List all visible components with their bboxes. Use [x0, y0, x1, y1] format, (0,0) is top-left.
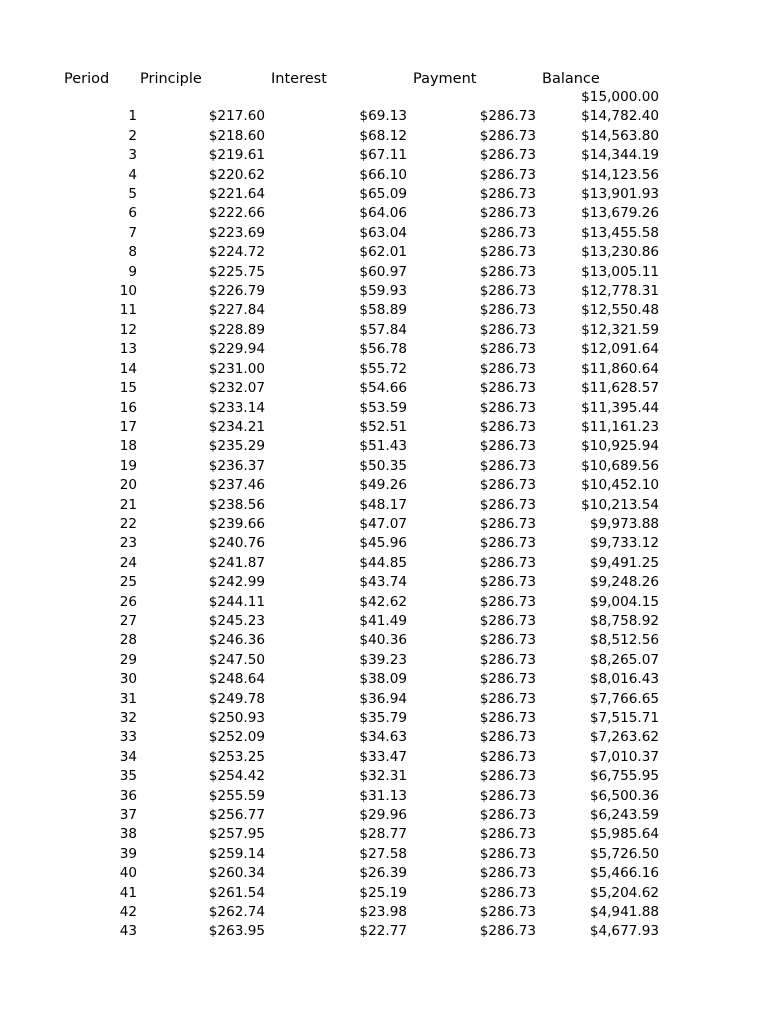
table-row — [0, 534, 768, 553]
cell-balance: $10,925.94 — [581, 438, 659, 455]
cell-principle: $222.66 — [208, 205, 265, 222]
cell-balance: $11,860.64 — [581, 360, 659, 377]
cell-payment: $286.73 — [479, 399, 536, 416]
cell-principle: $225.75 — [208, 263, 265, 280]
cell-payment: $286.73 — [479, 535, 536, 552]
cell-interest: $66.10 — [359, 166, 407, 183]
table-row — [0, 457, 768, 476]
table-row — [0, 787, 768, 806]
cell-balance: $14,123.56 — [581, 166, 659, 183]
cell-interest: $41.49 — [359, 612, 407, 629]
cell-payment: $286.73 — [479, 127, 536, 144]
cell-balance: $13,455.58 — [581, 224, 659, 241]
table-row — [0, 185, 768, 204]
cell-balance: $10,213.54 — [581, 496, 659, 513]
table-row — [0, 554, 768, 573]
cell-interest: $34.63 — [359, 729, 407, 746]
cell-payment: $286.73 — [479, 205, 536, 222]
cell-balance: $11,395.44 — [581, 399, 659, 416]
cell-period: 17 — [119, 418, 137, 435]
header-interest: Interest — [271, 71, 327, 87]
table-row — [0, 243, 768, 262]
cell-period: 3 — [128, 147, 137, 164]
cell-balance: $10,689.56 — [581, 457, 659, 474]
table-row — [0, 825, 768, 844]
cell-period: 39 — [119, 845, 137, 862]
cell-period: 11 — [119, 302, 137, 319]
table-row — [0, 282, 768, 301]
cell-period: 21 — [119, 496, 137, 513]
cell-balance: $6,755.95 — [589, 768, 659, 785]
cell-balance: $14,344.19 — [581, 147, 659, 164]
cell-period: 2 — [128, 127, 137, 144]
cell-payment: $286.73 — [479, 632, 536, 649]
cell-payment: $286.73 — [479, 496, 536, 513]
cell-principle: $259.14 — [208, 845, 265, 862]
cell-payment: $286.73 — [479, 283, 536, 300]
opening-balance: $15,000.00 — [581, 89, 659, 105]
cell-period: 7 — [128, 224, 137, 241]
cell-payment: $286.73 — [479, 360, 536, 377]
cell-balance: $9,733.12 — [589, 535, 659, 552]
cell-interest: $42.62 — [359, 593, 407, 610]
cell-period: 8 — [128, 244, 137, 261]
cell-payment: $286.73 — [479, 244, 536, 261]
cell-interest: $62.01 — [359, 244, 407, 261]
cell-principle: $239.66 — [208, 515, 265, 532]
cell-balance: $13,230.86 — [581, 244, 659, 261]
cell-payment: $286.73 — [479, 807, 536, 824]
cell-principle: $217.60 — [208, 108, 265, 125]
cell-balance: $10,452.10 — [581, 477, 659, 494]
cell-balance: $5,985.64 — [589, 826, 659, 843]
cell-interest: $57.84 — [359, 321, 407, 338]
cell-payment: $286.73 — [479, 224, 536, 241]
cell-payment: $286.73 — [479, 923, 536, 940]
cell-interest: $27.58 — [359, 845, 407, 862]
cell-interest: $43.74 — [359, 574, 407, 591]
cell-period: 10 — [119, 283, 137, 300]
cell-interest: $60.97 — [359, 263, 407, 280]
table-row — [0, 690, 768, 709]
cell-period: 32 — [119, 710, 137, 726]
table-row — [0, 728, 768, 747]
cell-interest: $31.13 — [359, 787, 407, 804]
table-row — [0, 476, 768, 495]
cell-payment: $286.73 — [479, 166, 536, 183]
cell-balance: $13,005.11 — [581, 263, 659, 280]
cell-balance: $9,973.88 — [589, 515, 659, 532]
table-row — [0, 166, 768, 185]
header-payment: Payment — [413, 71, 477, 87]
header-principle: Principle — [140, 71, 202, 87]
cell-payment: $286.73 — [479, 186, 536, 203]
cell-payment: $286.73 — [479, 263, 536, 280]
cell-balance: $4,677.93 — [589, 923, 659, 940]
cell-balance: $6,500.36 — [589, 787, 659, 804]
cell-period: 38 — [119, 826, 137, 843]
cell-period: 33 — [119, 729, 137, 746]
cell-principle: $231.00 — [208, 360, 265, 377]
cell-period: 41 — [119, 884, 137, 901]
cell-balance: $7,515.71 — [589, 710, 659, 726]
cell-payment: $286.73 — [479, 729, 536, 746]
cell-principle: $263.95 — [208, 923, 265, 940]
cell-interest: $64.06 — [359, 205, 407, 222]
cell-balance: $11,161.23 — [581, 418, 659, 435]
cell-interest: $59.93 — [359, 283, 407, 300]
cell-principle: $252.09 — [208, 729, 265, 746]
cell-payment: $286.73 — [479, 904, 536, 921]
cell-interest: $53.59 — [359, 399, 407, 416]
table-row — [0, 399, 768, 418]
cell-interest: $67.11 — [359, 147, 407, 164]
cell-balance: $9,248.26 — [589, 574, 659, 591]
table-row — [0, 670, 768, 689]
cell-interest: $47.07 — [359, 515, 407, 532]
cell-period: 24 — [119, 554, 137, 571]
cell-interest: $50.35 — [359, 457, 407, 474]
header-period: Period — [64, 71, 110, 87]
cell-interest: $55.72 — [359, 360, 407, 377]
cell-principle: $245.23 — [208, 612, 265, 629]
cell-payment: $286.73 — [479, 108, 536, 125]
table-row — [0, 922, 768, 941]
cell-principle: $233.14 — [208, 399, 265, 416]
cell-interest: $45.96 — [359, 535, 407, 552]
cell-payment: $286.73 — [479, 147, 536, 164]
cell-balance: $5,466.16 — [589, 865, 659, 882]
cell-principle: $242.99 — [208, 574, 265, 591]
cell-principle: $262.74 — [208, 904, 265, 921]
table-row — [0, 864, 768, 883]
cell-period: 14 — [119, 360, 137, 377]
cell-interest: $22.77 — [359, 923, 407, 940]
cell-balance: $13,679.26 — [581, 205, 659, 222]
cell-principle: $229.94 — [208, 341, 265, 358]
cell-payment: $286.73 — [479, 787, 536, 804]
cell-principle: $244.11 — [208, 593, 265, 610]
cell-payment: $286.73 — [479, 593, 536, 610]
cell-period: 13 — [119, 341, 137, 358]
cell-payment: $286.73 — [479, 612, 536, 629]
table-row — [0, 146, 768, 165]
cell-balance: $5,726.50 — [589, 845, 659, 862]
cell-principle: $253.25 — [208, 748, 265, 765]
cell-period: 42 — [119, 904, 137, 921]
cell-period: 20 — [119, 477, 137, 494]
cell-principle: $237.46 — [208, 477, 265, 494]
cell-interest: $44.85 — [359, 554, 407, 571]
cell-balance: $8,265.07 — [589, 651, 659, 668]
cell-principle: $232.07 — [208, 380, 265, 397]
cell-period: 29 — [119, 651, 137, 668]
cell-interest: $65.09 — [359, 186, 407, 203]
cell-balance: $7,010.37 — [589, 748, 659, 765]
table-row — [0, 515, 768, 534]
cell-balance: $12,091.64 — [581, 341, 659, 358]
table-row — [0, 360, 768, 379]
table-row — [0, 709, 768, 728]
table-row — [0, 593, 768, 612]
cell-principle: $236.37 — [208, 457, 265, 474]
cell-interest: $56.78 — [359, 341, 407, 358]
table-row — [0, 340, 768, 359]
cell-interest: $25.19 — [359, 884, 407, 901]
cell-principle: $223.69 — [208, 224, 265, 241]
cell-principle: $246.36 — [208, 632, 265, 649]
cell-period: 12 — [119, 321, 137, 338]
cell-balance: $13,901.93 — [581, 186, 659, 203]
cell-balance: $4,941.88 — [589, 904, 659, 921]
cell-balance: $8,016.43 — [589, 671, 659, 688]
cell-balance: $14,563.80 — [581, 127, 659, 144]
cell-payment: $286.73 — [479, 515, 536, 532]
cell-balance: $7,263.62 — [589, 729, 659, 746]
cell-balance: $11,628.57 — [581, 380, 659, 397]
cell-balance: $12,778.31 — [581, 283, 659, 300]
cell-payment: $286.73 — [479, 748, 536, 765]
table-row — [0, 321, 768, 340]
table-row — [0, 631, 768, 650]
table-body — [0, 88, 768, 942]
table-row — [0, 379, 768, 398]
cell-interest: $23.98 — [359, 904, 407, 921]
cell-interest: $36.94 — [359, 690, 407, 707]
table-row — [0, 263, 768, 282]
cell-period: 23 — [119, 535, 137, 552]
table-row — [0, 884, 768, 903]
table-row — [0, 845, 768, 864]
cell-period: 31 — [119, 690, 137, 707]
cell-payment: $286.73 — [479, 865, 536, 882]
cell-interest: $32.31 — [359, 768, 407, 785]
table-row — [0, 127, 768, 146]
cell-principle: $238.56 — [208, 496, 265, 513]
table-row — [0, 767, 768, 786]
cell-principle: $221.64 — [208, 186, 265, 203]
cell-principle: $257.95 — [208, 826, 265, 843]
cell-balance: $6,243.59 — [589, 807, 659, 824]
cell-period: 28 — [119, 632, 137, 649]
cell-principle: $241.87 — [208, 554, 265, 571]
cell-period: 6 — [128, 205, 137, 222]
cell-interest: $49.26 — [359, 477, 407, 494]
cell-interest: $39.23 — [359, 651, 407, 668]
opening-balance-row — [0, 88, 768, 107]
cell-payment: $286.73 — [479, 690, 536, 707]
cell-payment: $286.73 — [479, 651, 536, 668]
cell-period: 1 — [128, 108, 137, 125]
cell-principle: $226.79 — [208, 283, 265, 300]
cell-principle: $234.21 — [208, 418, 265, 435]
cell-balance: $12,321.59 — [581, 321, 659, 338]
cell-interest: $26.39 — [359, 865, 407, 882]
cell-period: 26 — [119, 593, 137, 610]
cell-payment: $286.73 — [479, 380, 536, 397]
cell-period: 35 — [119, 768, 137, 785]
cell-payment: $286.73 — [479, 845, 536, 862]
cell-interest: $48.17 — [359, 496, 407, 513]
table-row — [0, 204, 768, 223]
cell-payment: $286.73 — [479, 321, 536, 338]
header-balance: Balance — [542, 71, 600, 87]
cell-principle: $255.59 — [208, 787, 265, 804]
table-row — [0, 651, 768, 670]
cell-period: 22 — [119, 515, 137, 532]
cell-period: 43 — [119, 923, 137, 940]
cell-payment: $286.73 — [479, 341, 536, 358]
cell-payment: $286.73 — [479, 671, 536, 688]
cell-period: 9 — [128, 263, 137, 280]
table-row — [0, 748, 768, 767]
cell-payment: $286.73 — [479, 826, 536, 843]
cell-period: 4 — [128, 166, 137, 183]
cell-period: 36 — [119, 787, 137, 804]
cell-payment: $286.73 — [479, 302, 536, 319]
table-row — [0, 107, 768, 126]
table-row — [0, 573, 768, 592]
table-header — [0, 69, 768, 89]
table-row — [0, 496, 768, 515]
cell-principle: $219.61 — [208, 147, 265, 164]
cell-interest: $33.47 — [359, 748, 407, 765]
cell-principle: $240.76 — [208, 535, 265, 552]
cell-principle: $249.78 — [208, 690, 265, 707]
cell-principle: $254.42 — [208, 768, 265, 785]
cell-principle: $228.89 — [208, 321, 265, 338]
cell-period: 34 — [119, 748, 137, 765]
cell-balance: $8,512.56 — [589, 632, 659, 649]
cell-interest: $58.89 — [359, 302, 407, 319]
cell-payment: $286.73 — [479, 574, 536, 591]
cell-principle: $235.29 — [208, 438, 265, 455]
cell-principle: $260.34 — [208, 865, 265, 882]
cell-interest: $40.36 — [359, 632, 407, 649]
table-row — [0, 612, 768, 631]
table-row — [0, 418, 768, 437]
cell-period: 27 — [119, 612, 137, 629]
table-row — [0, 806, 768, 825]
cell-payment: $286.73 — [479, 438, 536, 455]
cell-interest: $54.66 — [359, 380, 407, 397]
cell-period: 37 — [119, 807, 137, 824]
cell-interest: $69.13 — [359, 108, 407, 125]
cell-period: 19 — [119, 457, 137, 474]
table-row — [0, 301, 768, 320]
cell-principle: $250.93 — [208, 710, 265, 726]
cell-payment: $286.73 — [479, 884, 536, 901]
cell-interest: $52.51 — [359, 418, 407, 435]
cell-balance: $8,758.92 — [589, 612, 659, 629]
cell-interest: $35.79 — [359, 710, 407, 726]
cell-interest: $68.12 — [359, 127, 407, 144]
cell-interest: $29.96 — [359, 807, 407, 824]
cell-principle: $261.54 — [208, 884, 265, 901]
table-row — [0, 224, 768, 243]
cell-period: 15 — [119, 380, 137, 397]
cell-principle: $247.50 — [208, 651, 265, 668]
table-row — [0, 437, 768, 456]
cell-payment: $286.73 — [479, 457, 536, 474]
table-row — [0, 903, 768, 922]
cell-balance: $12,550.48 — [581, 302, 659, 319]
cell-period: 16 — [119, 399, 137, 416]
cell-principle: $224.72 — [208, 244, 265, 261]
cell-payment: $286.73 — [479, 710, 536, 726]
cell-principle: $256.77 — [208, 807, 265, 824]
cell-period: 40 — [119, 865, 137, 882]
cell-payment: $286.73 — [479, 418, 536, 435]
cell-principle: $227.84 — [208, 302, 265, 319]
cell-period: 18 — [119, 438, 137, 455]
cell-interest: $28.77 — [359, 826, 407, 843]
cell-principle: $220.62 — [208, 166, 265, 183]
cell-balance: $5,204.62 — [589, 884, 659, 901]
cell-period: 30 — [119, 671, 137, 688]
cell-principle: $248.64 — [208, 671, 265, 688]
cell-payment: $286.73 — [479, 477, 536, 494]
cell-period: 5 — [128, 186, 137, 203]
cell-balance: $9,004.15 — [589, 593, 659, 610]
cell-payment: $286.73 — [479, 554, 536, 571]
cell-interest: $38.09 — [359, 671, 407, 688]
cell-interest: $63.04 — [359, 224, 407, 241]
cell-balance: $9,491.25 — [589, 554, 659, 571]
cell-period: 25 — [119, 574, 137, 591]
cell-balance: $14,782.40 — [581, 108, 659, 125]
cell-principle: $218.60 — [208, 127, 265, 144]
cell-interest: $51.43 — [359, 438, 407, 455]
cell-balance: $7,766.65 — [589, 690, 659, 707]
cell-payment: $286.73 — [479, 768, 536, 785]
